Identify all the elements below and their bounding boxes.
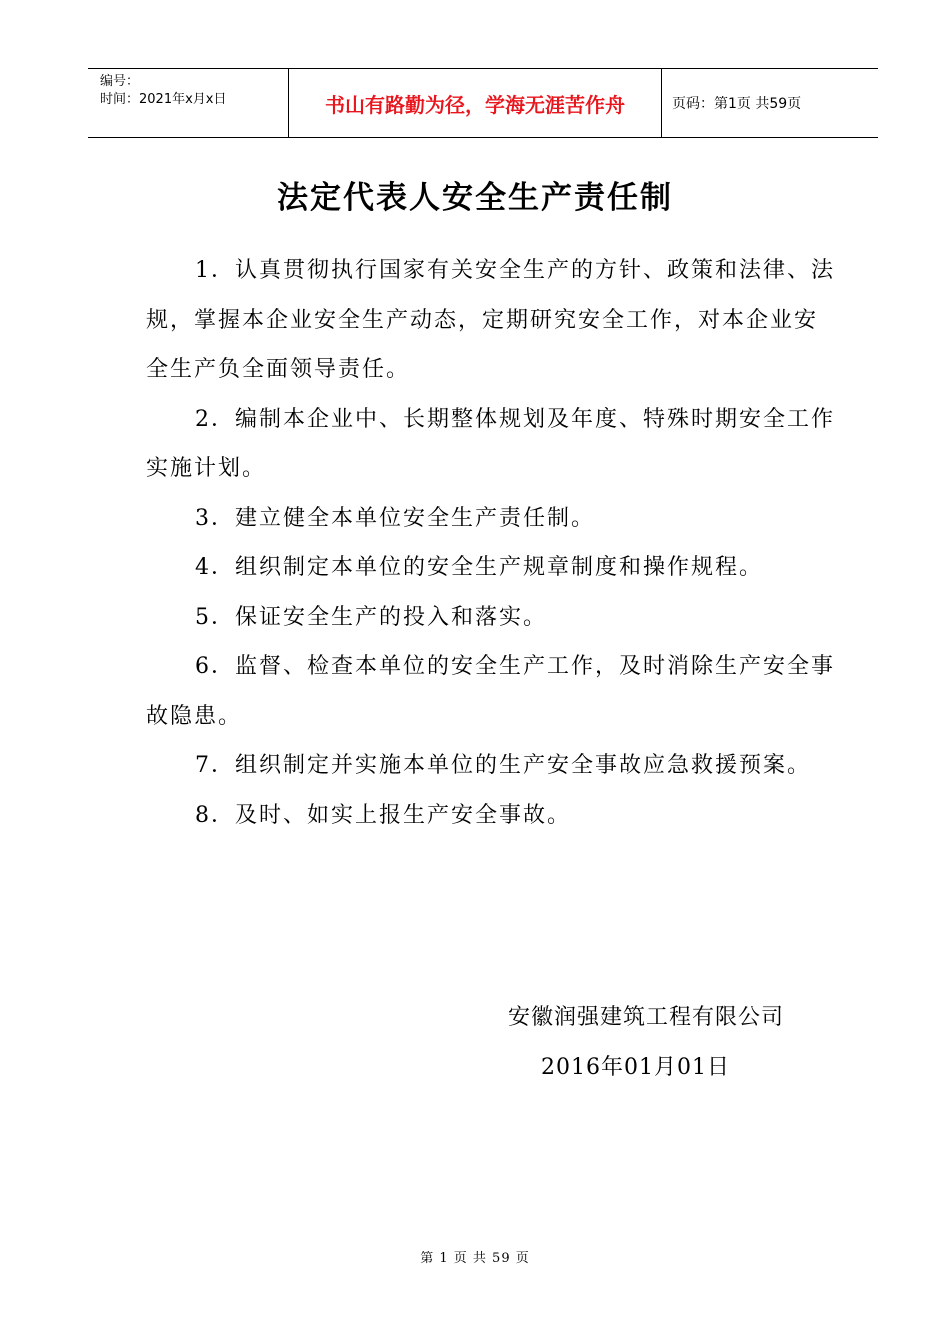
paragraph-3: 3．建立健全本单位安全生产责任制。 [195,505,595,531]
signature-date: 2016年01月01日 [541,1055,730,1080]
paragraph-4: 4．组织制定本单位的安全生产规章制度和操作规程。 [195,555,763,580]
document-title: 法定代表人安全生产责任制 [277,180,673,216]
paragraph-7: 7．组织制定并实施本单位的生产安全事故应急救援预案。 [195,753,811,778]
paragraph-8: 8．及时、如实上报生产安全事故。 [195,802,571,828]
document-body [146,246,836,840]
paragraph-5: 5．保证安全生产的投入和落实。 [195,604,547,630]
header-time: 时间：2021年x月x日 [100,92,227,107]
signature-company: 安徽润强建筑工程有限公司 [507,1005,784,1030]
paragraph-1: 1．认真贯彻执行国家有关安全生产的方针、政策和法律、法规，掌握本企业安全生产动态，定期研究安全工作，对本企业安全生产负全面领导责任。 [146,258,835,382]
header-motto: 书山有路勤为径，学海无涯苦作舟 [288,69,662,137]
paragraph-2: 2．编制本企业中、长期整体规划及年度、特殊时期安全工作实施计划。 [146,406,835,481]
header-meta [88,69,288,137]
page-header [88,68,878,138]
header-page-number: 页码：第1页 共59页 [672,96,802,112]
page-footer: 第 1 页 共 59 页 [420,1251,530,1266]
paragraph-6: 6．监督、检查本单位的安全生产工作，及时消除生产安全事故隐患。 [146,654,835,729]
header-number: 编号： [100,74,140,89]
